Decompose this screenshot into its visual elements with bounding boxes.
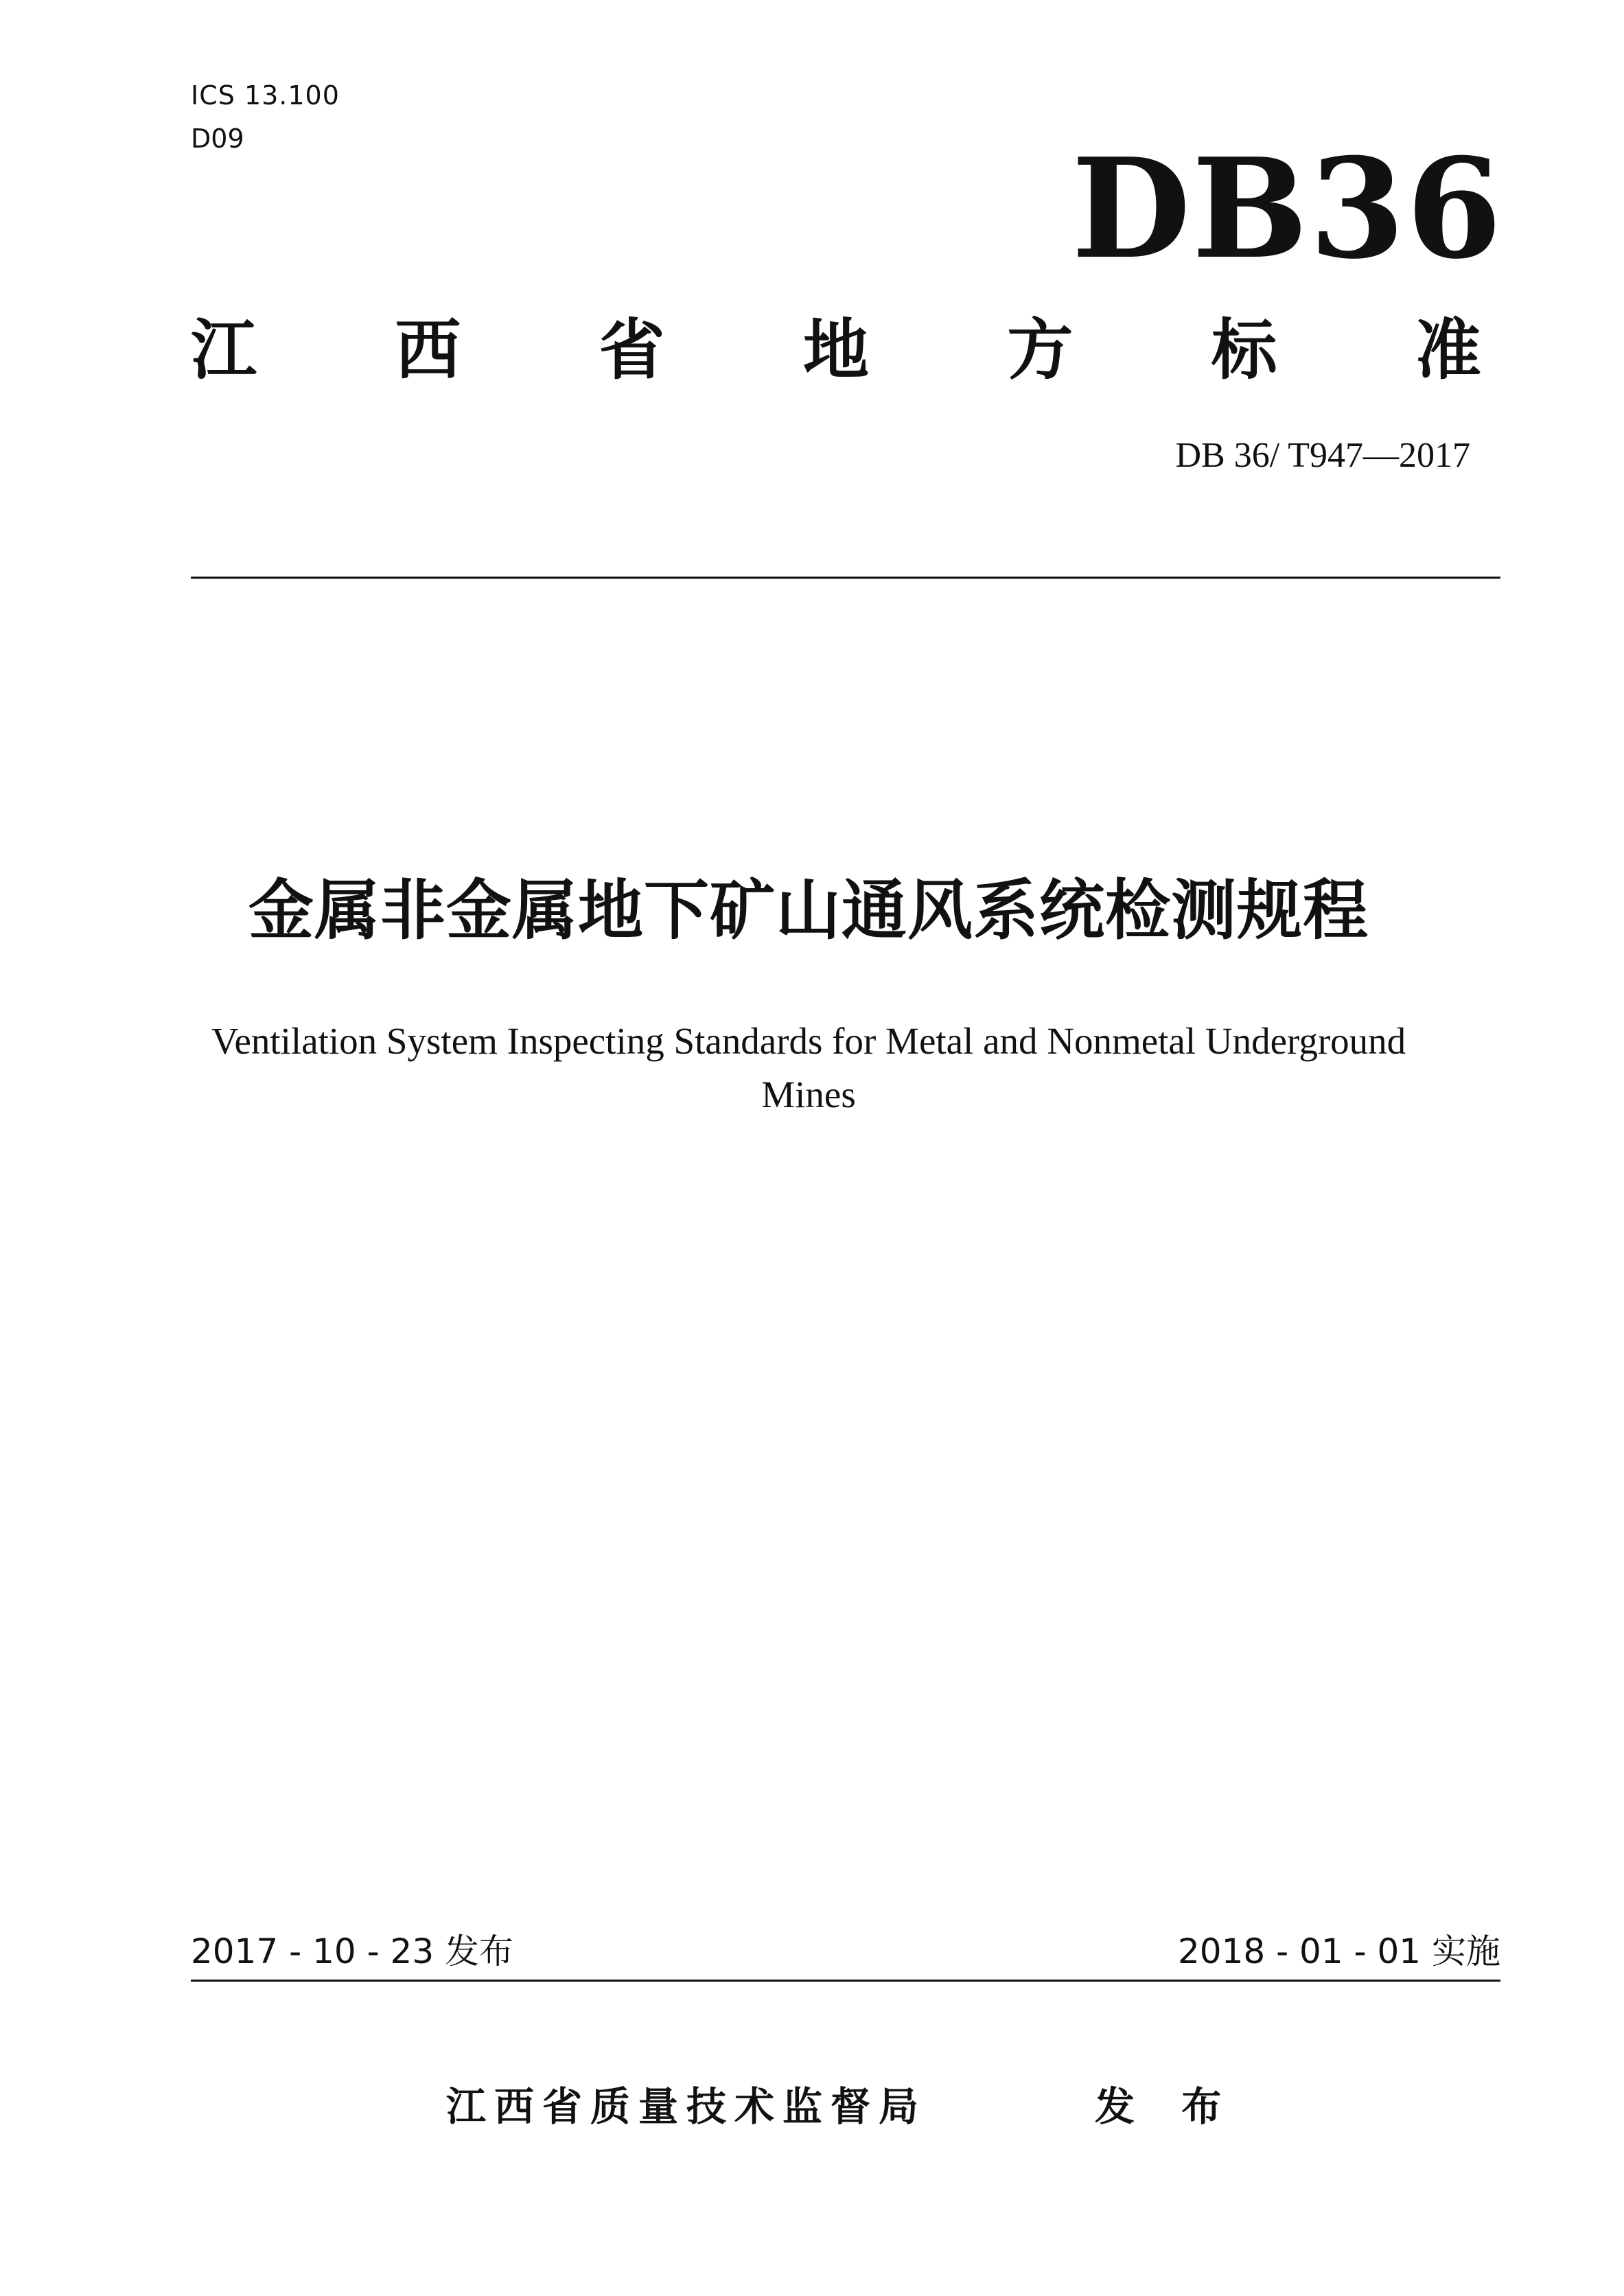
document-title-chinese: 金属非金属地下矿山通风系统检测规程 <box>248 873 1369 949</box>
standard-type-heading <box>191 312 1481 389</box>
standard-type-char: 省 <box>599 312 665 389</box>
header-divider <box>191 577 1500 579</box>
classification-code: D09 <box>191 124 244 154</box>
standard-number: DB 36/ T947—2017 <box>1175 436 1470 475</box>
publish-label: 发 布 <box>1095 2083 1238 2130</box>
implementation-date: 2018 - 01 - 01 实施 <box>1177 1932 1500 1971</box>
standard-logo: DB36 <box>1071 128 1503 290</box>
standard-type-char: 准 <box>1415 312 1481 389</box>
standard-type-char: 方 <box>1007 312 1074 389</box>
ics-code: ICS 13.100 <box>191 80 340 111</box>
standard-type-char: 江 <box>191 312 257 389</box>
document-title-english <box>191 1014 1426 1122</box>
issue-date: 2017 - 10 - 23 发布 <box>191 1932 514 1971</box>
standard-type-char: 西 <box>395 312 461 389</box>
footer-divider <box>191 1980 1500 1982</box>
english-title-line-2: Mines <box>761 1074 856 1115</box>
english-title-line-1: Ventilation System Inspecting Standards for Metal and Nonmetal Underground <box>211 1020 1406 1062</box>
issuing-authority: 江西省质量技术监督局 <box>446 2083 927 2130</box>
standard-type-char: 标 <box>1211 312 1277 389</box>
standard-type-char: 地 <box>802 312 869 389</box>
